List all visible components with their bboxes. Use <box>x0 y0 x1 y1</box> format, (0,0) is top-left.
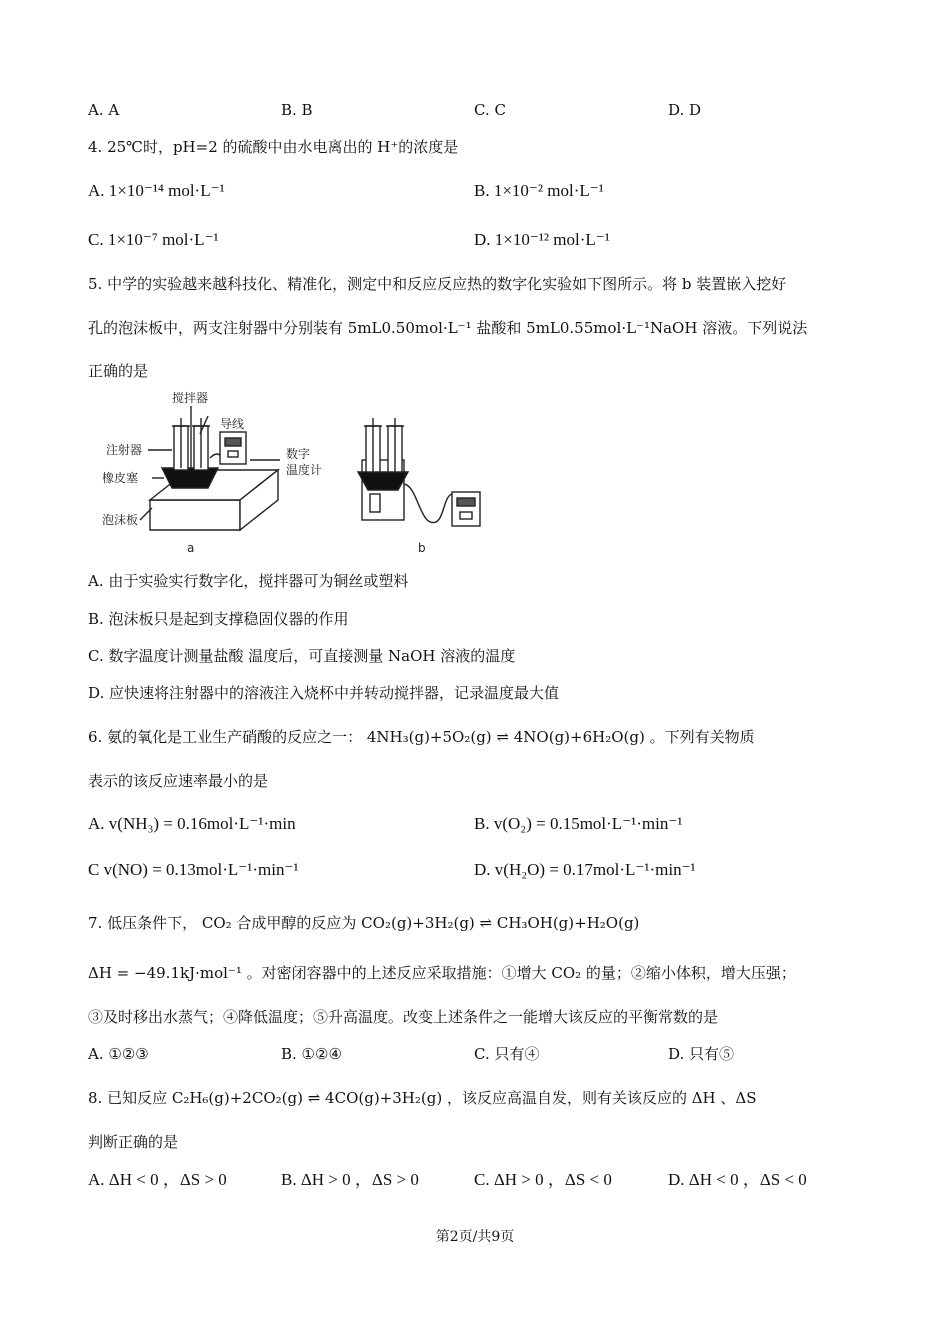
q8-option-b: B. ΔH > 0 ，ΔS > 0 <box>281 1170 419 1189</box>
q5-stem-line-1: 5. 中学的实验越来越科技化、精准化，测定中和反应反应热的数字化实验如下图所示。将 b 装置嵌入挖好 <box>88 275 787 293</box>
q4-option-b: B. 1×10⁻² mol·L⁻¹ <box>474 181 604 200</box>
q7-option-d: D. 只有⑤ <box>668 1045 735 1063</box>
q4-option-d: D. 1×10⁻¹² mol·L⁻¹ <box>474 230 610 249</box>
q7-stem-line-3: ③及时移出水蒸气；④降低温度；⑤升高温度。改变上述条件之一能增大该反应的平衡常数的是 <box>88 1008 719 1026</box>
q3-option-a: A. A <box>88 101 120 119</box>
apparatus-figure <box>100 388 500 558</box>
label-a: a <box>187 541 195 555</box>
q5-stem-line-2: 孔的泡沫板中，两支注射器中分别装有 5mL0.50mol·L⁻¹ 盐酸和 5mL0.55mol·L⁻¹NaOH 溶液。下列说法 <box>88 319 808 337</box>
q6-option-b: B. v(O₂) = 0.15mol·L⁻¹·min⁻¹ <box>474 814 683 833</box>
label-stirrer: 搅拌器 <box>172 391 209 405</box>
q3-option-d: D. D <box>668 101 702 119</box>
q7-option-b: B. ①②④ <box>281 1045 342 1063</box>
q5-option-d: D. 应快速将注射器中的溶液注入烧杯中并转动搅拌器，记录温度最大值 <box>88 684 560 702</box>
q8-stem-line-2: 判断正确的是 <box>88 1133 179 1151</box>
q3-option-c: C. C <box>474 101 506 119</box>
q3-option-b: B. B <box>281 101 313 119</box>
figure-a <box>140 406 280 530</box>
label-wire: 导线 <box>220 417 245 431</box>
q5-stem-line-3: 正确的是 <box>88 362 149 380</box>
q7-option-a: A. ①②③ <box>88 1045 149 1063</box>
label-b: b <box>418 541 426 555</box>
q5-option-a: A. 由于实验实行数字化，搅拌器可为铜丝或塑料 <box>88 572 409 590</box>
label-thermometer-line2: 温度计 <box>286 463 323 477</box>
q6-stem-line-2: 表示的该反应速率最小的是 <box>88 772 269 790</box>
q8-stem-line-1: 8. 已知反应 C₂H₆(g)+2CO₂(g) ⇌ 4CO(g)+3H₂(g) ，该反应高温自发，则有关该反应的 ΔH 、ΔS <box>88 1089 757 1107</box>
label-stopper: 橡皮塞 <box>102 471 139 485</box>
q7-stem-line-1: 7. 低压条件下， CO₂ 合成甲醇的反应为 CO₂(g)+3H₂(g) ⇌ CH₃OH(g)+H₂O(g) <box>88 914 640 932</box>
label-thermometer-line1: 数字 <box>286 447 311 461</box>
label-foam: 泡沫板 <box>102 513 139 527</box>
page-footer: 第2页/共9页 <box>435 1229 515 1245</box>
q4-stem: 4. 25℃时，pH=2 的硫酸中由水电离出的 H⁺的浓度是 <box>88 138 459 156</box>
q8-option-d: D. ΔH < 0 ，ΔS < 0 <box>668 1170 807 1189</box>
q7-stem-line-2: ΔH = −49.1kJ·mol⁻¹ 。对密闭容器中的上述反应采取措施：①增大 CO₂ 的量；②缩小体积，增大压强； <box>88 964 796 982</box>
q6-option-d: D. v(H₂O) = 0.17mol·L⁻¹·min⁻¹ <box>474 860 696 879</box>
q5-option-c: C. 数字温度计测量盐酸 温度后，可直接测量 NaOH 溶液的温度 <box>88 647 516 665</box>
q8-option-c: C. ΔH > 0 ，ΔS < 0 <box>474 1170 612 1189</box>
q7-option-c: C. 只有④ <box>474 1045 540 1063</box>
label-syringe: 注射器 <box>106 443 143 457</box>
figure-b <box>358 418 480 526</box>
q6-option-c: C v(NO) = 0.13mol·L⁻¹·min⁻¹ <box>88 860 299 879</box>
q6-stem-line-1: 6. 氨的氧化是工业生产硝酸的反应之一： 4NH₃(g)+5O₂(g) ⇌ 4NO(g)+6H₂O(g) 。下列有关物质 <box>88 728 755 746</box>
q5-option-b: B. 泡沫板只是起到支撑稳固仪器的作用 <box>88 610 349 628</box>
q4-option-a: A. 1×10⁻¹⁴ mol·L⁻¹ <box>88 181 225 200</box>
q8-option-a: A. ΔH < 0 ，ΔS > 0 <box>88 1170 227 1189</box>
q4-option-c: C. 1×10⁻⁷ mol·L⁻¹ <box>88 230 219 249</box>
q6-option-a: A. v(NH₃) = 0.16mol·L⁻¹·min <box>88 814 296 833</box>
